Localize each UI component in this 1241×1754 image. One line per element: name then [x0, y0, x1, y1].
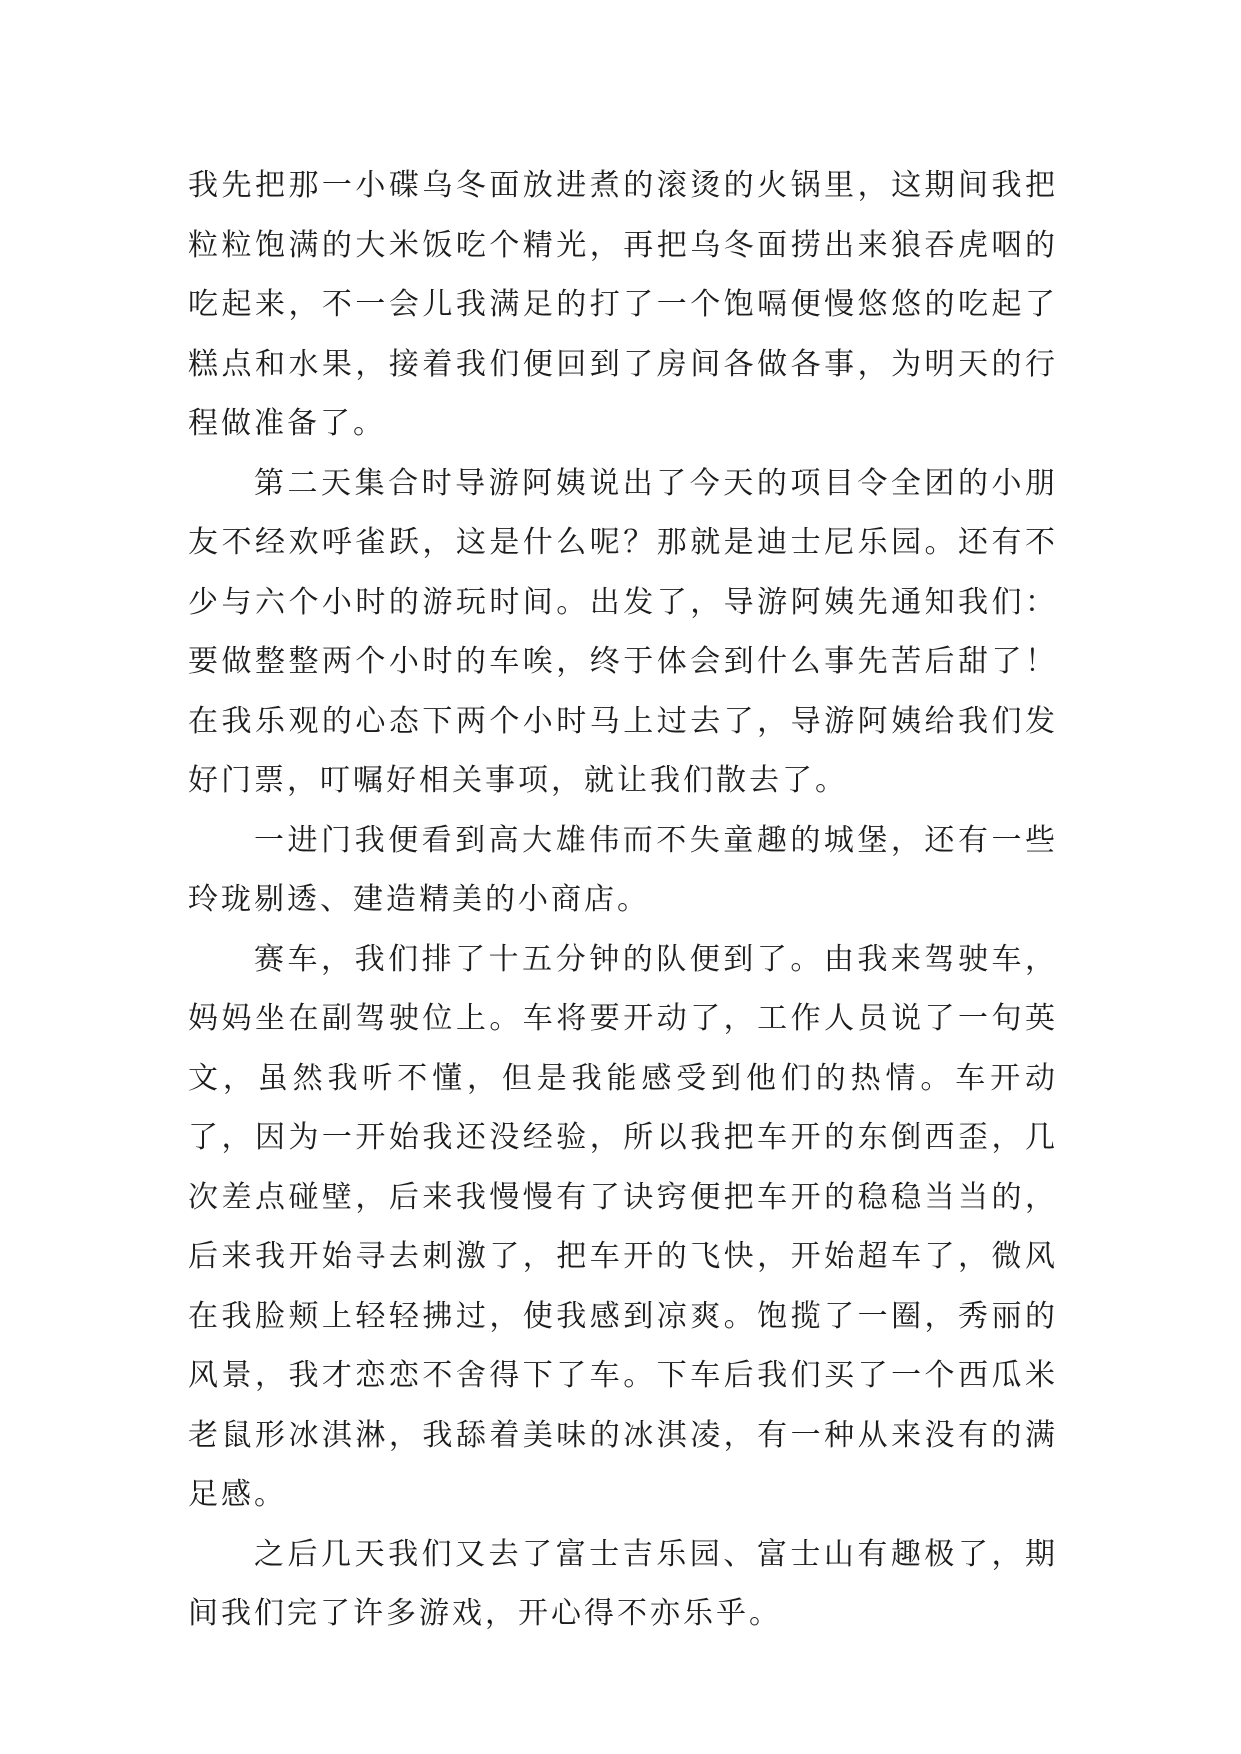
paragraph-3: 一进门我便看到高大雄伟而不失童趣的城堡，还有一些玲珑剔透、建造精美的小商店。 — [188, 822, 1058, 917]
paragraph-4: 赛车，我们排了十五分钟的队便到了。由我来驾驶车，妈妈坐在副驾驶位上。车将要开动了，工作人员说了一句英文，虽然我听不懂，但是我能感受到他们的热情。车开动了，因为一开始我还没经验，所以我把车开的东倒西歪，几次差点碰壁，后来我慢慢有了诀窍便把车开的稳稳当当的，后来我开始寻去刺激了，把车开的飞快，开始超车了，微风在我脸颊上轻轻拂过，使我感到凉爽。饱揽了一圈，秀丽的风景，我才恋恋不舍得下了车。下车后我们买了一个西瓜米老鼠形冰淇淋，我舔着美味的冰淇凌，有一种从来没有的满足感。 — [188, 941, 1058, 1512]
paragraph-5: 之后几天我们又去了富士吉乐园、富士山有趣极了，期间我们完了许多游戏，开心得不亦乐乎。 — [188, 1536, 1058, 1631]
paragraph-1: 我先把那一小碟乌冬面放进煮的滚烫的火锅里，这期间我把粒粒饱满的大米饭吃个精光，再把乌冬面捞出来狼吞虎咽的吃起来，不一会儿我满足的打了一个饱嗝便慢悠悠的吃起了糕点和水果，接着我们便回到了房间各做各事，为明天的行程做准备了。 — [188, 168, 1058, 441]
document-body — [188, 156, 1058, 1644]
paragraph-2: 第二天集合时导游阿姨说出了今天的项目令全团的小朋友不经欢呼雀跃，这是什么呢？那就是迪士尼乐园。还有不少与六个小时的游玩时间。出发了，导游阿姨先通知我们：要做整整两个小时的车唉，终于体会到什么事先苦后甜了！在我乐观的心态下两个小时马上过去了，导游阿姨给我们发好门票，叮嘱好相关事项，就让我们散去了。 — [188, 465, 1058, 798]
